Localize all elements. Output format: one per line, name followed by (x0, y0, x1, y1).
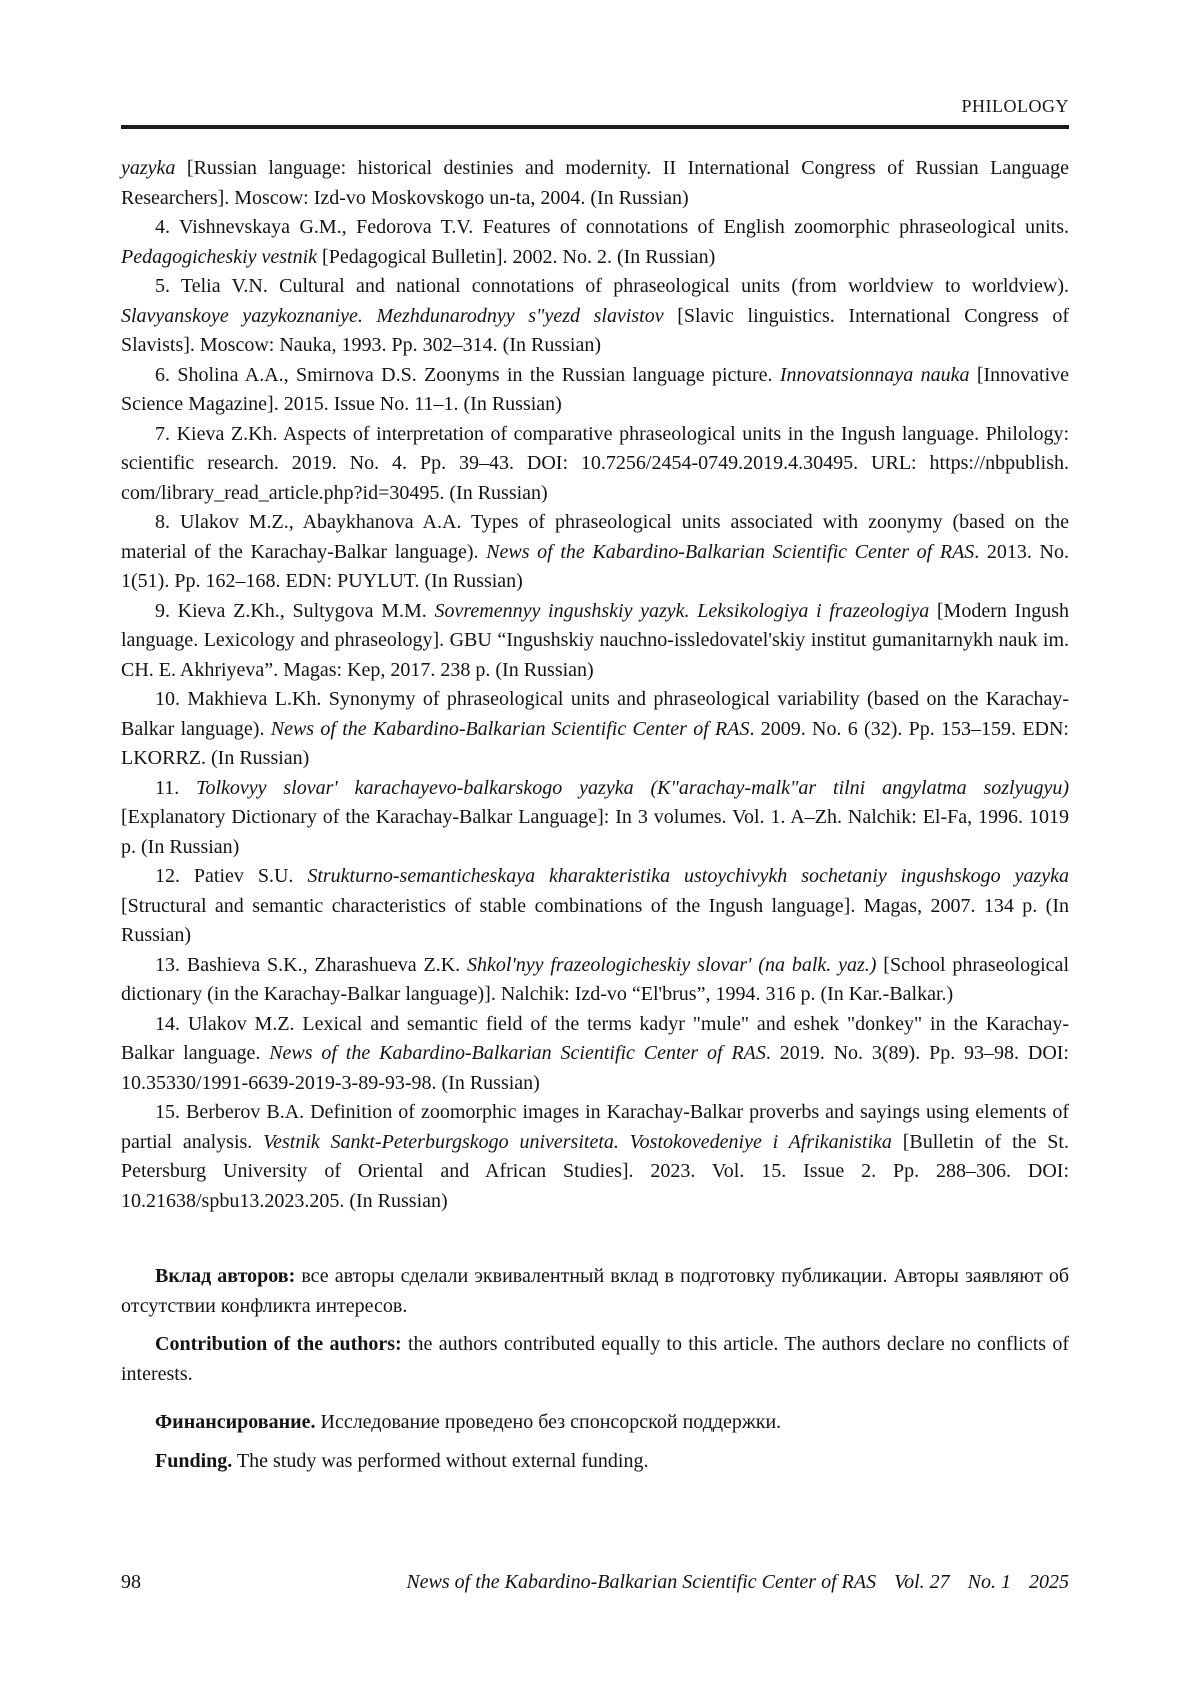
statement-lead: Финансирование. (155, 1411, 316, 1433)
reference-paragraph (121, 213, 1069, 272)
reference-text: 5. Telia V.N. Cultural and national connotations of phraseological units (from worldview to worldview). (155, 275, 1069, 297)
reference-source-italic: Innovatsionnaya nauka (779, 363, 970, 386)
reference-text: [Russian language: historical destinies and modernity. II International Congress of Russian Language Researchers]. Moscow: Izd-vo Moskovskogo un-ta, 2004. (In Russian) (121, 157, 1069, 209)
reference-source-italic: News of the Kabardino-Balkarian Scientific Center of RAS (270, 717, 750, 740)
reference-paragraph (121, 774, 1069, 863)
reference-paragraph (121, 154, 1069, 213)
page-footer (121, 1568, 1069, 1597)
reference-text: 13. Bashieva S.K., Zharashueva Z.K. (155, 953, 468, 976)
footer-journal-title: News of the Kabardino-Balkarian Scientific Center of RAS (406, 1571, 877, 1593)
reference-text: [Explanatory Dictionary of the Karachay-Balkar Language]: In 3 volumes. Vol. 1. A–Zh. Nalchik: El-Fa, 1996. 1019 p. (In Russian) (121, 806, 1069, 858)
reference-paragraph (121, 1010, 1069, 1099)
reference-paragraph (121, 685, 1069, 774)
reference-text: 12. Patiev S.U. (155, 865, 308, 887)
reference-text: [Structural and semantic characteristics of stable combinations of the Ingush language]. Magas, 2007. 134 p. (In Russian) (121, 894, 1069, 946)
reference-text: [Bulletin of the St. Petersburg University of Oriental and African Studies]. 2023. Vol. 15. Issue 2. Pp. 288–306. DOI: 10.21638/spbu13.2023.205. (In Russian) (121, 1130, 1069, 1212)
reference-source-italic: Pedagogicheskiy vestnik (121, 245, 318, 268)
reference-text: . 2013. No. 1(51). Pp. 162–168. EDN: PUYLUT. (In Russian) (121, 540, 1069, 592)
reference-paragraph (121, 951, 1069, 1010)
reference-paragraph (121, 597, 1069, 686)
reference-paragraph (121, 508, 1069, 597)
reference-paragraph (121, 361, 1069, 420)
reference-paragraph (121, 420, 1069, 509)
reference-text: 14. Ulakov M.Z. Lexical and semantic field of the terms kadyr "mule" and eshek "donkey" in the Karachay-Balkar language. (121, 1012, 1069, 1064)
reference-text: 4. Vishnevskaya G.M., Fedorova T.V. Features of connotations of English zoomorphic phraseological units. (155, 216, 1069, 238)
reference-paragraph (121, 272, 1069, 361)
reference-text: 10. Makhieva L.Kh. Synonymy of phraseological units and phraseological variability (based on the Karachay-Balkar language). (121, 688, 1069, 740)
page-content (121, 0, 1069, 1476)
reference-text: . 2019. No. 3(89). Pp. 93–98. DOI: 10.35330/1991-6639-2019-3-89-93-98. (In Russian) (121, 1042, 1069, 1094)
reference-paragraph (121, 1098, 1069, 1216)
reference-text: [Innovative Science Magazine]. 2015. Issue No. 11–1. (In Russian) (121, 363, 1070, 415)
running-head-section: PHILOLOGY (961, 96, 1069, 116)
footer-journal-line (406, 1568, 1069, 1597)
reference-text: 11. (155, 776, 197, 799)
reference-source-italic: News of the Kabardino-Balkarian Scientific Center of RAS (486, 540, 975, 563)
reference-text: . 2009. No. 6 (32). Pp. 153–159. EDN: LKORRZ. (In Russian) (121, 717, 1069, 769)
statements-section (121, 1262, 1069, 1476)
statement-text: the authors contributed equally to this article. The authors declare no conflicts of interests. (121, 1333, 1069, 1385)
reference-source-italic: Strukturno-semanticheskaya kharakteristika ustoychivykh sochetaniy ingushskogo yazyka (307, 865, 1070, 887)
reference-source-italic: yazyka (121, 157, 176, 179)
statement-paragraph (121, 1408, 1069, 1438)
reference-source-italic: Shkol'nyy frazeologicheskiy slovar' (na balk. yaz.) (467, 953, 877, 976)
statement-paragraph (121, 1262, 1069, 1321)
page-number: 98 (121, 1571, 141, 1593)
reference-source-italic: Vestnik Sankt-Peterburgskogo universiteta. Vostokovedeniye i Afrikanistika (263, 1130, 892, 1153)
reference-text: 9. Kieva Z.Kh., Sultygova M.M. (155, 599, 435, 622)
reference-text: [School phraseological dictionary (in the Karachay-Balkar language)]. Nalchik: Izd-vo “El'brus”, 1994. 316 p. (In Kar.-Balkar.) (121, 953, 1069, 1005)
reference-text: [Pedagogical Bulletin]. 2002. No. 2. (In Russian) (317, 245, 716, 268)
reference-paragraph (121, 862, 1069, 951)
statement-paragraph (121, 1330, 1069, 1389)
footer-volume: Vol. 27 (894, 1571, 950, 1593)
reference-text: [Modern Ingush language. Lexicology and phraseology]. GBU “Ingushskiy nauchno-issledovatel'skiy institut gumanitarnykh nauk im. CH. E. Akhriyeva”. Magas: Kep, 2017. 238 p. (In Russian) (121, 599, 1069, 681)
reference-text: 7. Kieva Z.Kh. Aspects of interpretation of comparative phraseological units in the Ingush language. Philology: scientific research. 2019. No. 4. Pp. 39–43. DOI: 10.7256/2454-0749.2019.4.30495. URL: https://nbpublish. com/library_read_article.php?id=30495. (In Russian) (121, 422, 1069, 504)
header-rule (121, 125, 1069, 129)
references-list (121, 154, 1069, 1216)
footer-issue: No. 1 (967, 1571, 1011, 1593)
reference-source-italic: Tolkovyy slovar' karachayevo-balkarskogo yazyka (K"arachay-malk"ar tilni angylatma sozlyugyu) (196, 776, 1069, 799)
statement-lead: Funding. (155, 1449, 233, 1472)
footer-year: 2025 (1029, 1571, 1069, 1593)
statement-text: Исследование проведено без спонсорской поддержки. (315, 1411, 782, 1433)
statement-lead: Contribution of the authors: (155, 1333, 402, 1355)
reference-text: [Slavic linguistics. International Congress of Slavists]. Moscow: Nauka, 1993. Pp. 302–314. (In Russian) (121, 304, 1069, 356)
reference-text: 15. Berberov B.A. Definition of zoomorphic images in Karachay-Balkar proverbs and sayings using elements of partial analysis. (121, 1101, 1069, 1153)
reference-source-italic: News of the Kabardino-Balkarian Scientific Center of RAS (269, 1042, 766, 1064)
statement-text: The study was performed without external funding. (232, 1449, 649, 1472)
reference-source-italic: Slavyanskoye yazykoznaniye. Mezhdunarodnyy s"yezd slavistov (121, 304, 664, 327)
statement-lead: Вклад авторов: (155, 1265, 296, 1287)
reference-source-italic: Sovremennyy ingushskiy yazyk. Leksikologiya i frazeologiya (434, 599, 930, 622)
reference-text: 8. Ulakov M.Z., Abaykhanova A.A. Types of phraseological units associated with zoonymy (based on the material of the Karachay-Balkar language). (121, 511, 1069, 563)
statement-paragraph (121, 1447, 1069, 1477)
reference-text: 6. Sholina A.A., Smirnova D.S. Zoonyms in the Russian language picture. (155, 363, 780, 386)
statement-text: все авторы сделали эквивалентный вклад в подготовку публикации. Авторы заявляют об отсутствии конфликта интересов. (121, 1265, 1069, 1317)
